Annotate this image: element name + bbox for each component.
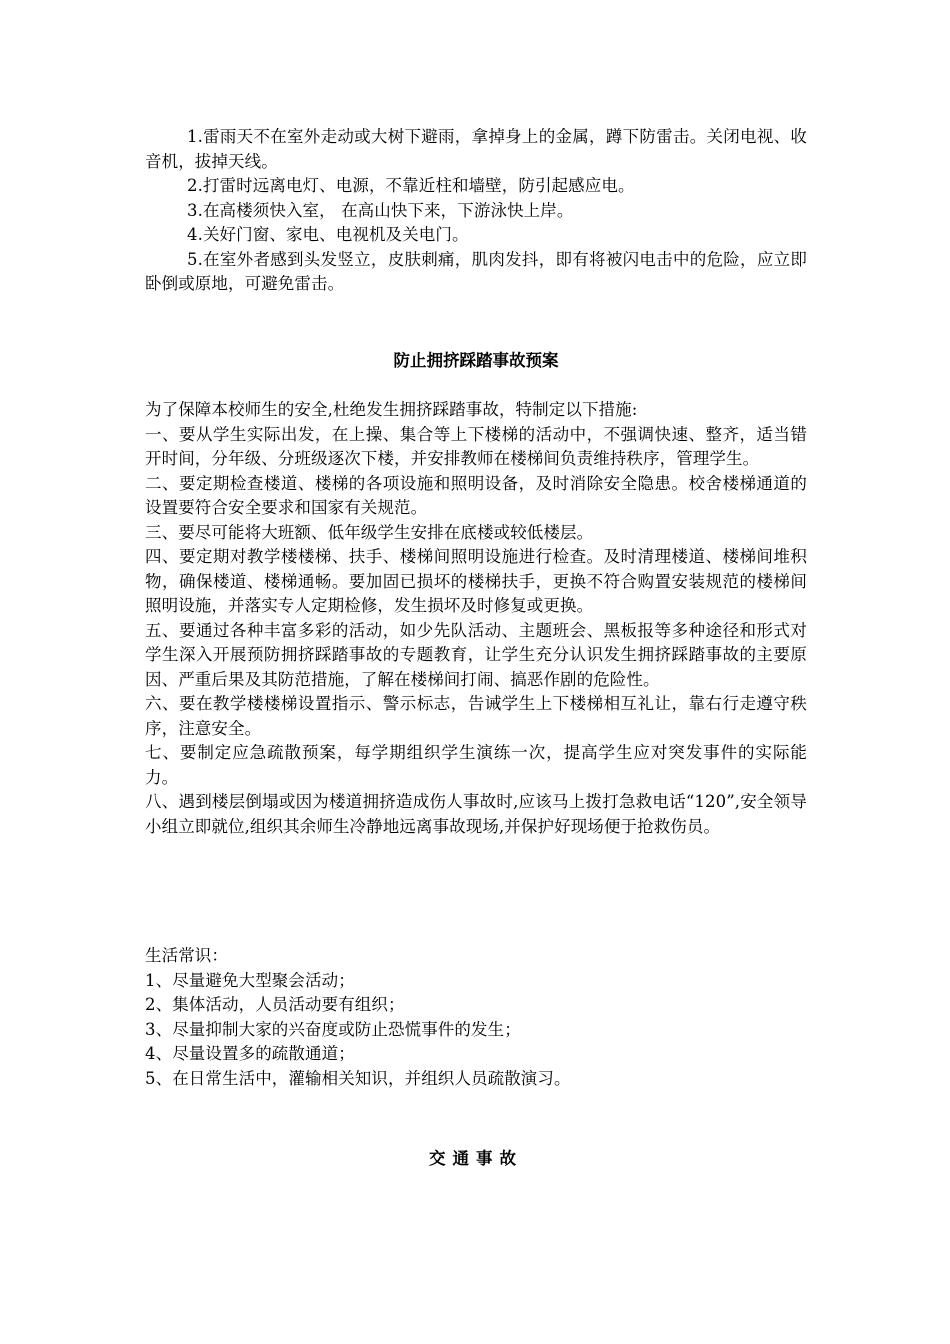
stampede-measure: 一、要从学生实际出发，在上操、集合等上下楼梯的活动中，不强调快速、整齐，适当错开时间，分年级、分班级逐次下楼，并安排教师在楼梯间负责维持秩序，管理学生。	[145, 424, 807, 468]
lightning-tip: 2.打雷时远离电灯、电源，不靠近柱和墙壁，防引起感应电。	[187, 176, 635, 195]
life-tips-list	[145, 944, 807, 1091]
stampede-intro: 为了保障本校师生的安全,杜绝发生拥挤踩踏事故，特制定以下措施:	[145, 400, 638, 419]
life-tip: 5、在日常生活中，灌输相关知识，并组织人员疏散演习。	[145, 1068, 571, 1088]
stampede-measure: 二、要定期检查楼道、楼梯的各项设施和照明设备，及时消除安全隐患。校舍楼梯通道的设置要符合安全要求和国家有关规范。	[145, 473, 807, 517]
lightning-tip: 4.关好门窗、家电、电视机及关电门。	[187, 225, 469, 244]
lightning-tips-list	[145, 125, 807, 297]
lightning-tip: 3.在高楼须快入室， 在高山快下来，下游泳快上岸。	[187, 200, 574, 220]
life-tip: 4、尽量设置多的疏散通道；	[145, 1044, 355, 1063]
lightning-tip: 1.雷雨天不在室外走动或大树下避雨，拿掉身上的金属，蹲下防雷击。关闭电视、收音机，拔掉天线。	[145, 127, 807, 171]
life-tips-heading: 生活常识：	[145, 946, 228, 965]
life-tip: 2、集体活动，人员活动要有组织；	[145, 995, 405, 1014]
stampede-measure: 七、要制定应急疏散预案，每学期组织学生演练一次，提高学生应对突发事件的实际能力。	[145, 743, 807, 787]
stampede-measure: 四、要定期对教学楼楼梯、扶手、楼梯间照明设施进行检查。及时清理楼道、楼梯间堆积物，确保楼道、楼梯通畅。要加固已损坏的楼梯扶手，更换不符合购置安装规范的楼梯间照明设施，并落实专人定期检修，发生损坏及时修复或更换。	[145, 547, 807, 615]
stampede-measures	[145, 398, 807, 839]
traffic-section-title: 交通事故	[429, 1149, 523, 1168]
life-tip: 1、尽量避免大型聚会活动；	[145, 970, 355, 990]
stampede-measure: 八、遇到楼层倒塌或因为楼道拥挤造成伤人事故时,应该马上拨打急救电话“120”,安全领导小组立即就位,组织其余师生冷静地远离事故现场,并保护好现场便于抢救伤员。	[145, 792, 807, 836]
lightning-tip: 5.在室外者感到头发竖立，皮肤刺痛，肌肉发抖，即有将被闪电击中的危险，应立即卧倒或原地，可避免雷击。	[145, 249, 807, 293]
stampede-measure: 五、要通过各种丰富多彩的活动，如少先队活动、主题班会、黑板报等多种途径和形式对学生深入开展预防拥挤踩踏事故的专题教育，让学生充分认识发生拥挤踩踏事故的主要原因、严重后果及其防范措施，了解在楼梯间打闹、搞恶作剧的危险性。	[145, 620, 807, 689]
stampede-measure: 三、要尽可能将大班额、低年级学生安排在底楼或较低楼层。	[145, 522, 594, 542]
stampede-measure: 六、要在教学楼楼梯设置指示、警示标志，告诫学生上下楼梯相互礼让，靠右行走遵守秩序，注意安全。	[145, 694, 807, 738]
stampede-section-title: 防止拥挤踩踏事故预案	[393, 351, 559, 370]
life-tip: 3、尽量抑制大家的兴奋度或防止恐慌事件的发生；	[145, 1019, 521, 1039]
